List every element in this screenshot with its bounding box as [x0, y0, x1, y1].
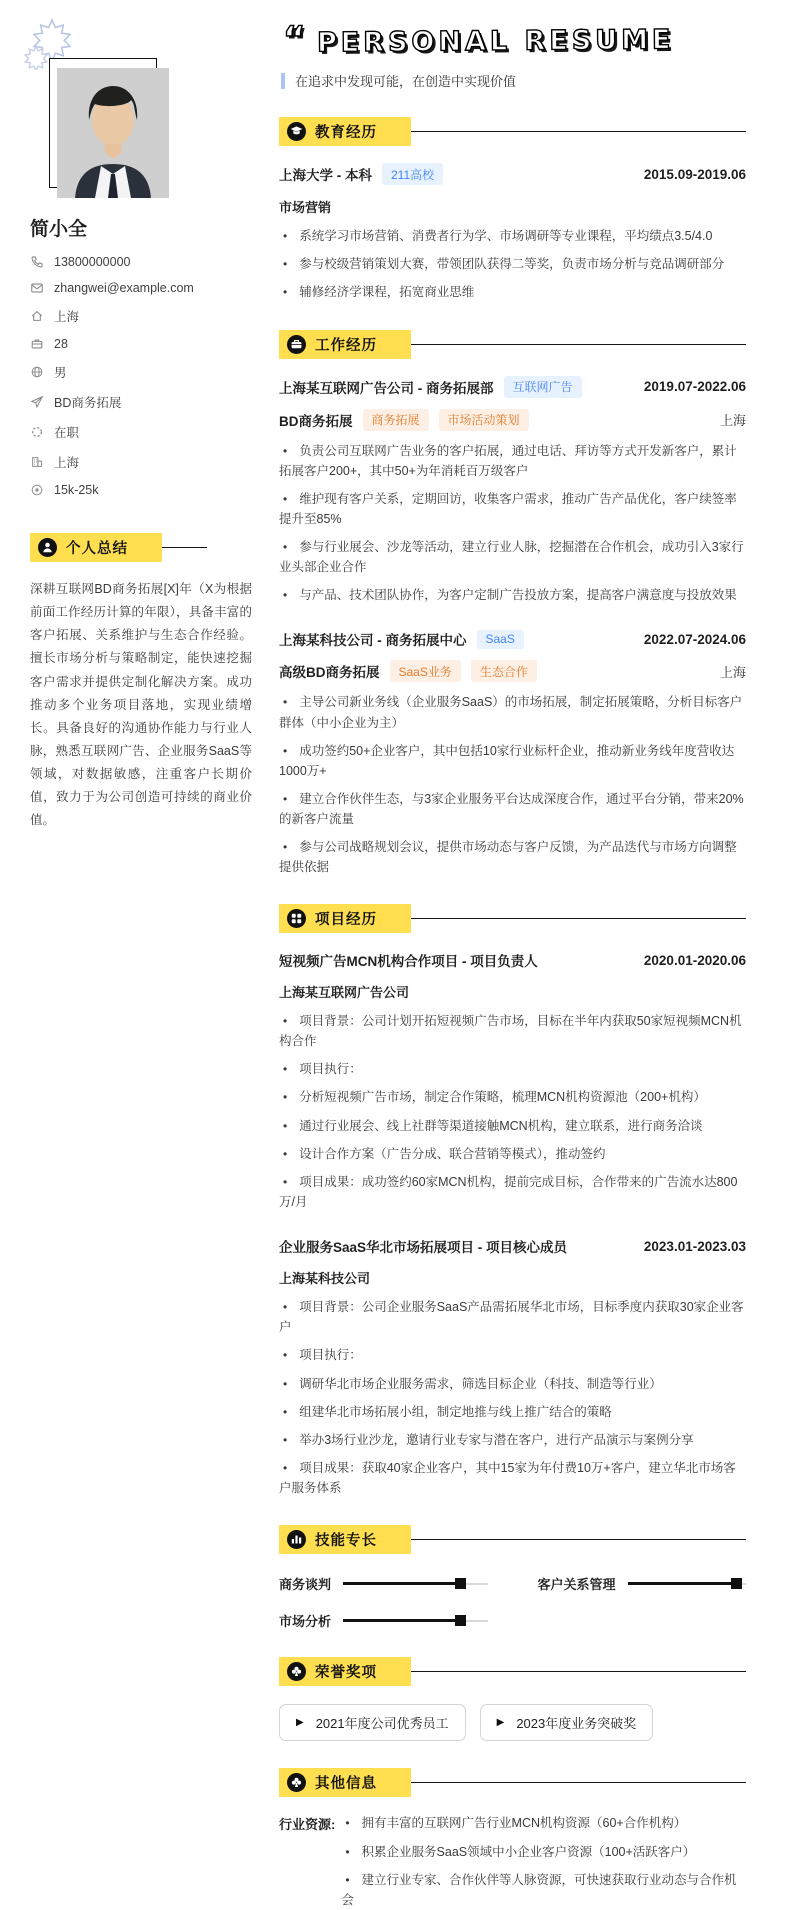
contact-gender [30, 363, 255, 381]
contact-text: 上海 [54, 456, 80, 470]
contact-position [30, 393, 255, 411]
home-icon [30, 309, 44, 323]
skills-grid [279, 1574, 746, 1630]
contact-email [30, 281, 255, 295]
contact-salary [30, 483, 255, 497]
skills-section-header [279, 1525, 746, 1554]
projects-title: 项目经历 [315, 912, 377, 929]
honors-badge [279, 1657, 411, 1686]
bar-chart-icon [287, 1530, 306, 1549]
info-icon [287, 1773, 306, 1792]
contact-text: 男 [54, 366, 67, 380]
bullet-item: • 组建华北市场拓展小组，制定地推与线上推广结合的策略 [279, 1402, 746, 1422]
person-icon [38, 538, 57, 557]
briefcase-icon [287, 335, 306, 354]
project-company: 上海某科技公司 [279, 1271, 371, 1287]
project-company: 上海某互联网广告公司 [279, 985, 410, 1001]
honors-section-header [279, 1657, 746, 1686]
play-icon: ▶ [296, 1717, 304, 1729]
section-divider [411, 1782, 746, 1783]
industry-tag: 互联网广告 [504, 376, 582, 398]
skill-item [279, 1611, 488, 1630]
skill-item [538, 1574, 747, 1593]
school-name: 上海大学 - 本科 [279, 168, 372, 183]
salary-icon [30, 483, 44, 497]
contact-text: 在职 [54, 426, 80, 440]
other-bullets [341, 1813, 746, 1910]
skill-name: 客户关系管理 [537, 1577, 616, 1593]
education-entry [279, 163, 746, 303]
bullet-item: • 项目成果：获取40家企业客户，其中15家为年付费10万+客户，建立华北市场客户服务体系 [279, 1458, 746, 1498]
bullet-item: • 建立合作伙伴生态，与3家企业服务平台达成深度合作，通过平台分销，带来20%的新客户流量 [279, 789, 746, 829]
contact-text: 上海 [54, 310, 80, 324]
bullet-item: • 项目成果：成功签约60家MCN机构，提前完成目标，合作带来的广告流水达800万/月 [279, 1172, 746, 1212]
section-divider [411, 344, 746, 345]
other-label: 行业资源: [279, 1817, 336, 1833]
honor-text: 2021年度公司优秀员工 [315, 1716, 449, 1732]
contact-age [30, 337, 255, 351]
education-section-header [279, 117, 746, 146]
bullet-item: • 项目执行： [279, 1059, 746, 1079]
job-entry [279, 629, 746, 877]
bullet-item: • 项目背景：公司计划开拓短视频广告市场，目标在半年内获取50家短视频MCN机构合作 [279, 1011, 746, 1051]
motto-row [281, 71, 746, 90]
summary-title: 个人总结 [66, 541, 128, 557]
bullet-item: • 项目背景：公司企业服务SaaS产品需拓展华北市场，目标季度内获取30家企业客户 [279, 1297, 746, 1337]
bullet-item: • 拥有丰富的互联网广告行业MCN机构资源（60+合作机构） [341, 1813, 746, 1833]
project-entry [279, 950, 746, 1212]
bullet-item: • 维护现有客户关系，定期回访，收集客户需求，推动广告产品优化，客户续签率提升至85% [279, 489, 746, 529]
grid-icon [287, 909, 306, 928]
skill-tag: 生态合作 [471, 660, 537, 682]
slider-handle[interactable] [731, 1578, 742, 1589]
job-entry [279, 376, 746, 606]
slider-handle[interactable] [455, 1615, 466, 1626]
age-icon [30, 337, 44, 351]
job-location: 上海 [719, 664, 746, 680]
project-name: 短视频广告MCN机构合作项目 - 项目负责人 [279, 954, 538, 970]
work-section-header [279, 330, 746, 359]
job-date: 2022.07-2024.06 [643, 631, 746, 647]
bullet-item: • 分析短视频广告市场，制定合作策略，梳理MCN机构资源池（200+机构） [279, 1087, 746, 1107]
project-name: 企业服务SaaS华北市场拓展项目 - 项目核心成员 [279, 1240, 568, 1256]
honor-badge [480, 1704, 654, 1741]
honor-list [279, 1704, 746, 1741]
main-content [265, 0, 794, 1910]
other-block [279, 1813, 746, 1910]
position-icon [30, 395, 44, 409]
skill-tag: 商务拓展 [363, 409, 429, 431]
project-bullets [279, 1011, 746, 1212]
contact-status [30, 423, 255, 441]
quote-mark: “ [283, 19, 306, 59]
motto-text: 在追求中发现可能，在创造中实现价值 [295, 74, 517, 89]
job-bullets [279, 441, 746, 606]
resume-header [279, 19, 746, 59]
projects-section-header [279, 904, 746, 933]
section-divider [411, 131, 746, 132]
bullet-item: • 通过行业展会、线上社群等渠道接触MCN机构，建立联系，进行商务洽谈 [279, 1116, 746, 1136]
section-divider [411, 1671, 746, 1672]
other-title: 其他信息 [315, 1776, 377, 1793]
contact-city [30, 453, 255, 471]
project-bullets [279, 1297, 746, 1498]
contact-text: 13800000000 [54, 255, 131, 269]
contact-phone [30, 255, 255, 269]
summary-section-header [30, 533, 207, 562]
slider-fill [628, 1582, 737, 1585]
bullet-item: • 举办3场行业沙龙，邀请行业专家与潜在客户，进行产品演示与案例分享 [279, 1430, 746, 1450]
job-position: 高级BD商务拓展 [279, 665, 380, 681]
contact-text: zhangwei@example.com [54, 281, 194, 295]
contact-list [30, 255, 255, 497]
sidebar [0, 0, 265, 1910]
bullet-item: • 成功签约50+企业客户，其中包括10家行业标杆企业，推动新业务线年度营收达1000万+ [279, 741, 746, 781]
motto-accent-bar [281, 73, 285, 89]
slider-fill [343, 1582, 461, 1585]
skill-tag: 市场活动策划 [439, 409, 529, 431]
bullet-item: • 辅修经济学课程，拓宽商业思维 [279, 282, 746, 302]
education-badge [279, 117, 411, 146]
section-divider [162, 547, 207, 548]
resume-title: PERSONAL RESUME [317, 24, 675, 59]
projects-section [279, 904, 746, 1498]
bullet-item: • 调研华北市场企业服务需求，筛选目标企业（科技、制造等行业） [279, 1374, 746, 1394]
skills-badge [279, 1525, 411, 1554]
bullet-item: • 系统学习市场营销、消费者行为学、市场调研等专业课程，平均绩点3.5/4.0 [279, 226, 746, 246]
education-bullets [279, 226, 746, 303]
work-section [279, 330, 746, 878]
award-icon [287, 1662, 306, 1681]
honors-section [279, 1657, 746, 1741]
phone-icon [30, 255, 44, 269]
contact-text: BD商务拓展 [54, 396, 122, 410]
school-tag: 211高校 [382, 163, 443, 185]
skill-slider[interactable] [343, 1615, 487, 1627]
gender-icon [30, 365, 44, 379]
play-icon: ▶ [496, 1717, 505, 1729]
avatar [57, 68, 169, 198]
company-name: 上海某互联网广告公司 - 商务拓展部 [279, 380, 494, 396]
bullet-item: • 积累企业服务SaaS领域中小企业客户资源（100+活跃客户） [341, 1842, 746, 1862]
summary-badge [30, 533, 162, 562]
honors-title: 荣誉奖项 [315, 1665, 377, 1682]
graduation-cap-icon [287, 122, 306, 141]
work-title: 工作经历 [315, 337, 377, 354]
bullet-item: • 参与公司战略规划会议，提供市场动态与客户反馈，为产品迭代与市场方向调整提供依据 [279, 837, 746, 877]
projects-badge [279, 904, 411, 933]
skills-title: 技能专长 [315, 1533, 377, 1550]
bullet-item: • 与产品、技术团队协作，为客户定制广告投放方案，提高客户满意度与投放效果 [279, 585, 746, 605]
project-entry [279, 1236, 746, 1498]
skill-slider[interactable] [628, 1578, 746, 1590]
education-section [279, 117, 746, 303]
job-bullets [279, 692, 746, 877]
skill-name: 市场分析 [279, 1614, 332, 1630]
email-icon [30, 281, 44, 295]
other-section [279, 1768, 746, 1910]
slider-fill [343, 1619, 461, 1622]
skill-item [279, 1574, 488, 1593]
education-title: 教育经历 [315, 125, 377, 141]
job-position: BD商务拓展 [279, 413, 353, 429]
job-date: 2019.07-2022.06 [643, 379, 746, 395]
section-divider [411, 918, 746, 919]
bullet-item: • 项目执行： [279, 1345, 746, 1365]
contact-text: 28 [54, 337, 68, 351]
skill-name: 商务谈判 [279, 1577, 332, 1593]
project-date: 2020.01-2020.06 [643, 952, 746, 968]
skill-tag: SaaS业务 [390, 660, 461, 682]
other-badge [279, 1768, 411, 1797]
honor-badge [279, 1704, 466, 1741]
company-name: 上海某科技公司 - 商务拓展中心 [279, 633, 467, 649]
city-icon [30, 455, 44, 469]
major: 市场营销 [279, 200, 332, 215]
bullet-item: • 负责公司互联网广告业务的客户拓展，通过电话、拜访等方式开发新客户，累计拓展客户200+，其中50+为年消耗百万级客户 [279, 441, 746, 481]
industry-tag: SaaS [477, 630, 524, 649]
bullet-item: • 参与校级营销策划大赛，带领团队获得二等奖，负责市场分析与竞品调研部分 [279, 254, 746, 274]
photo-block [30, 50, 200, 200]
person-name: 简小全 [30, 219, 88, 240]
contact-text: 15k-25k [54, 483, 99, 497]
honor-text: 2023年度业务突破奖 [516, 1716, 637, 1732]
status-icon [30, 425, 44, 439]
education-date: 2015.09-2019.06 [643, 166, 746, 182]
bullet-item: • 主导公司新业务线（企业服务SaaS）的市场拓展，制定拓展策略，分析目标客户群体（中小企业为主） [279, 692, 746, 732]
job-location: 上海 [719, 413, 746, 429]
summary-text: 深耕互联网BD商务拓展[X]年（X为根据前面工作经历计算的年限），具备丰富的客户拓展、关系维护与生态合作经验。擅长市场分析与策略制定，能快速挖掘客户需求并提供定制化解决方案。成功推动多个业务项目落地，实现业绩增长。具备良好的沟通协作能力与行业人脉，熟悉互联网广告、企业服务SaaS等领域，对数据敏感，注重客户长期价值，致力于为公司创造可持续的商业价值。 [30, 582, 252, 828]
project-date: 2023.01-2023.03 [643, 1238, 746, 1254]
section-divider [411, 1539, 746, 1540]
slider-handle[interactable] [455, 1578, 466, 1589]
bullet-item: • 建立行业专家、合作伙伴等人脉资源，可快速获取行业动态与合作机会 [341, 1870, 746, 1910]
bullet-item: • 设计合作方案（广告分成、联合营销等模式），推动签约 [279, 1144, 746, 1164]
other-section-header [279, 1768, 746, 1797]
work-badge [279, 330, 411, 359]
contact-location [30, 307, 255, 325]
skill-slider[interactable] [343, 1578, 487, 1590]
skills-section [279, 1525, 746, 1630]
bullet-item: • 参与行业展会、沙龙等活动，建立行业人脉，挖掘潜在合作机会，成功引入3家行业头部企业合作 [279, 537, 746, 577]
